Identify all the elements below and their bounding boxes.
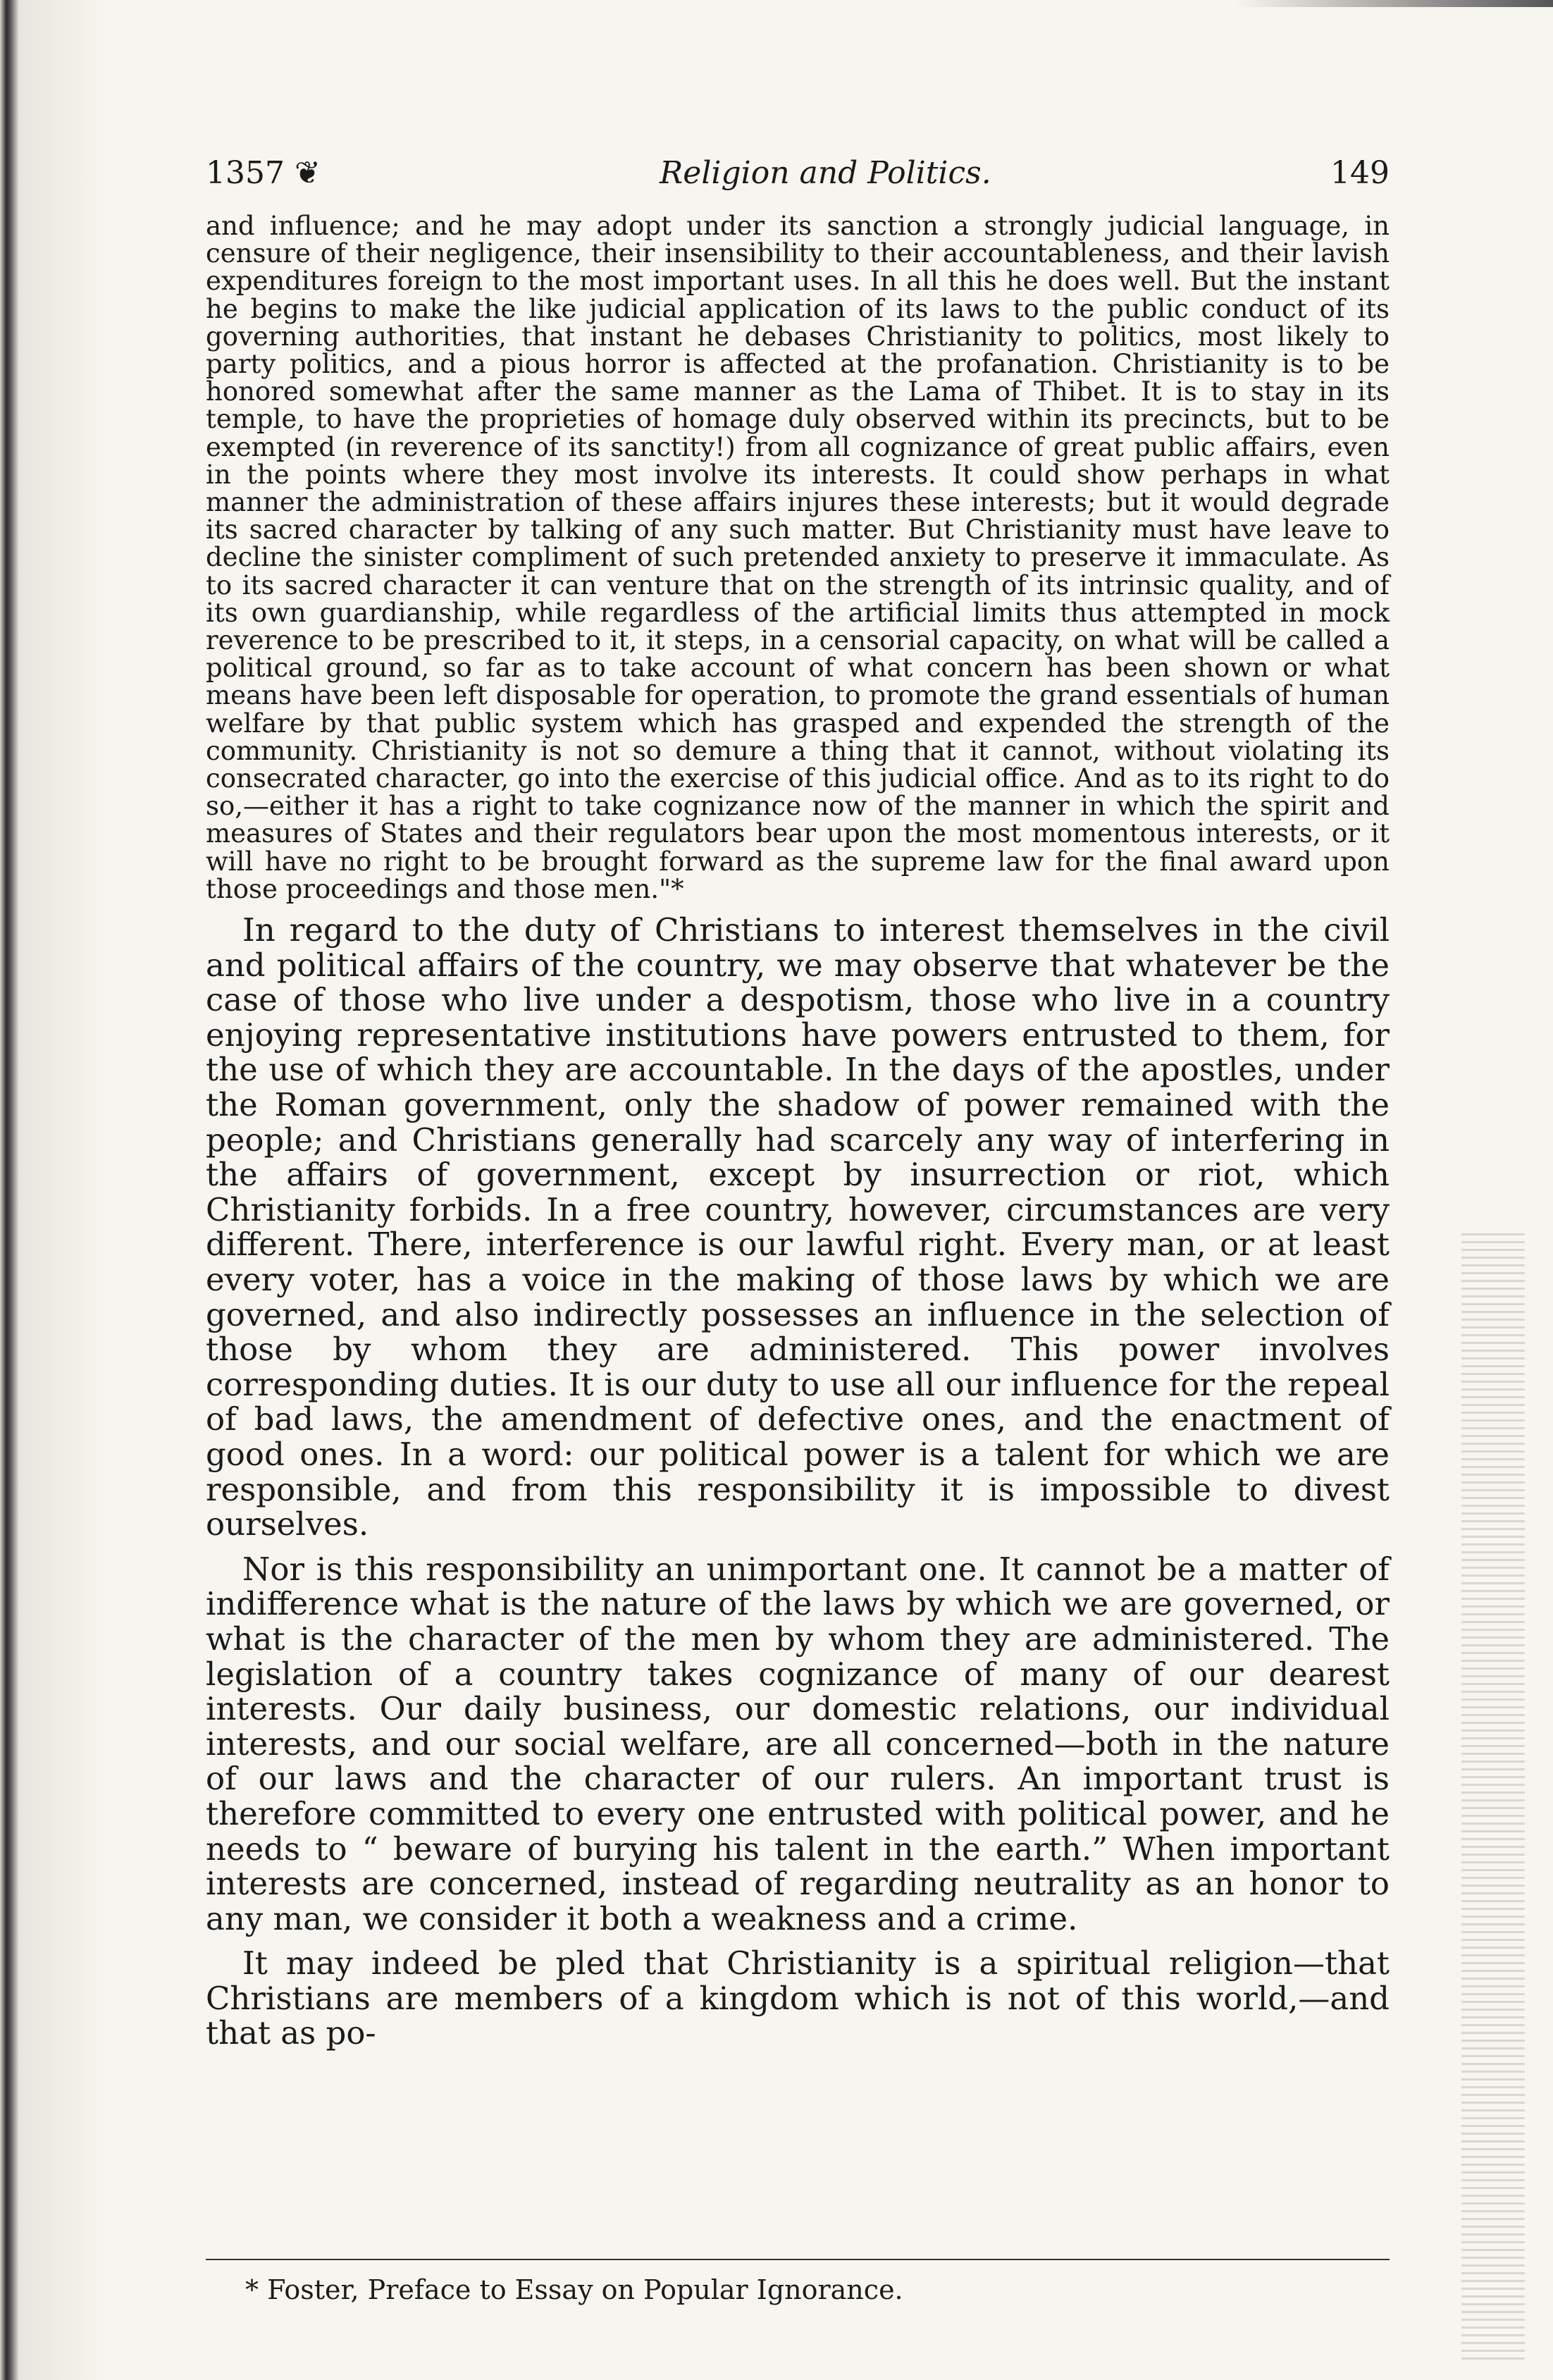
book-binding-shadow: [0, 0, 106, 2380]
header-title: Religion and Politics.: [660, 155, 991, 191]
quoted-paragraph: and influence; and he may adopt under its sanction a strongly judicial language, in censure of their negligence, their insensibility to their accountableness, and their lavish expenditures foreign to the most important uses. In all this he does well. But the instant he begins to make the like judicial application of its laws to the public conduct of its governing authorities, that instant he debases Christianity to politics, most likely to party politics, and a pious horror is affected at the profanation. Christianity is to be honored somewhat after the same manner as the Lama of Thibet. It is to stay in its temple, to have the proprieties of homage duly observed within its precincts, but to be exempted (in reverence of its sanctity!) from all cognizance of great public affairs, even in the points where they most involve its interests. It could show perhaps in what manner the administration of these affairs injures these interests; but it would degrade its sacred character by talking of any such matter. But Christianity must have leave to decline the sinister compliment of such pretended anxiety to preserve it immaculate. As to its sacred character it can venture that on the strength of its intrinsic quality, and of its own guardianship, while regardless of the artificial limits thus attempted in mock reverence to be prescribed to it, it steps, in a censorial capacity, on what will be called a political ground, so far as to take account of what concern has been shown or what means have been left disposable for operation, to promote the grand essentials of human welfare by that public system which has grasped and expended the strength of the community. Christianity is not so demure a thing that it cannot, without violating its consecrated character, go into the exercise of this judicial office. And as to its right to do so,—either it has a right to take cognizance now of the manner in which the spirit and measures of States and their regulators bear upon the most momentous interests, or it will have no right to be brought forward as the supreme law for the final award upon those proceedings and those men."*: [206, 211, 1390, 904]
header-left: [206, 155, 321, 191]
page-body: [206, 155, 1390, 2051]
page-edge-noise: [1461, 1233, 1525, 2361]
footnote-text: * Foster, Preface to Essay on Popular Ignorance.: [245, 2274, 903, 2305]
body-paragraph-1: In regard to the duty of Christians to interest themselves in the civil and political affairs of the country, we may observe that whatever be the case of those who live under a despotism, those who live in a country enjoying representative institutions have powers entrusted to them, for the use of which they are accountable. In the days of the apostles, under the Roman government, only the shadow of power remained with the people; and Christians generally had scarcely any way of interfering in the affairs of government, except by insurrection or riot, which Christianity forbids. In a free country, however, circumstances are very different. There, interference is our lawful right. Every man, or at least every voter, has a voice in the making of those laws by which we are governed, and also indirectly possesses an influence in the selection of those by whom they are administered. This power involves corresponding duties. It is our duty to use all our influence for the repeal of bad laws, the amendment of defective ones, and the enactment of good ones. In a word: our political power is a talent for which we are responsible, and from this responsibility it is impossible to divest ourselves.: [206, 911, 1390, 1543]
page-number: 149: [1330, 155, 1390, 191]
running-header: [206, 155, 1390, 191]
footnote: [206, 2259, 1390, 2305]
body-paragraph-2: Nor is this responsibility an unimportant one. It cannot be a matter of indifference what is the nature of the laws by which we are governed, or what is the character of the men by whom they are administered. The legislation of a country takes cognizance of many of our dearest interests. Our daily business, our domestic relations, our individual interests, and our social welfare, are all concerned—both in the nature of our laws and the character of our rulers. An important trust is therefore committed to every one entrusted with political power, and he needs to “ beware of burying his talent in the earth.” When important interests are concerned, instead of regarding neutrality as an honor to any man, we consider it both a weakness and a crime.: [206, 1550, 1390, 1937]
header-year: 1357: [206, 155, 285, 191]
scan-edge-mark: [1236, 0, 1553, 7]
body-paragraph-3: It may indeed be pled that Christianity is a spiritual religion—that Christians are members of a kingdom which is not of this world,—and that as po-: [206, 1944, 1390, 2052]
header-ornament-icon: ❦: [294, 155, 321, 191]
